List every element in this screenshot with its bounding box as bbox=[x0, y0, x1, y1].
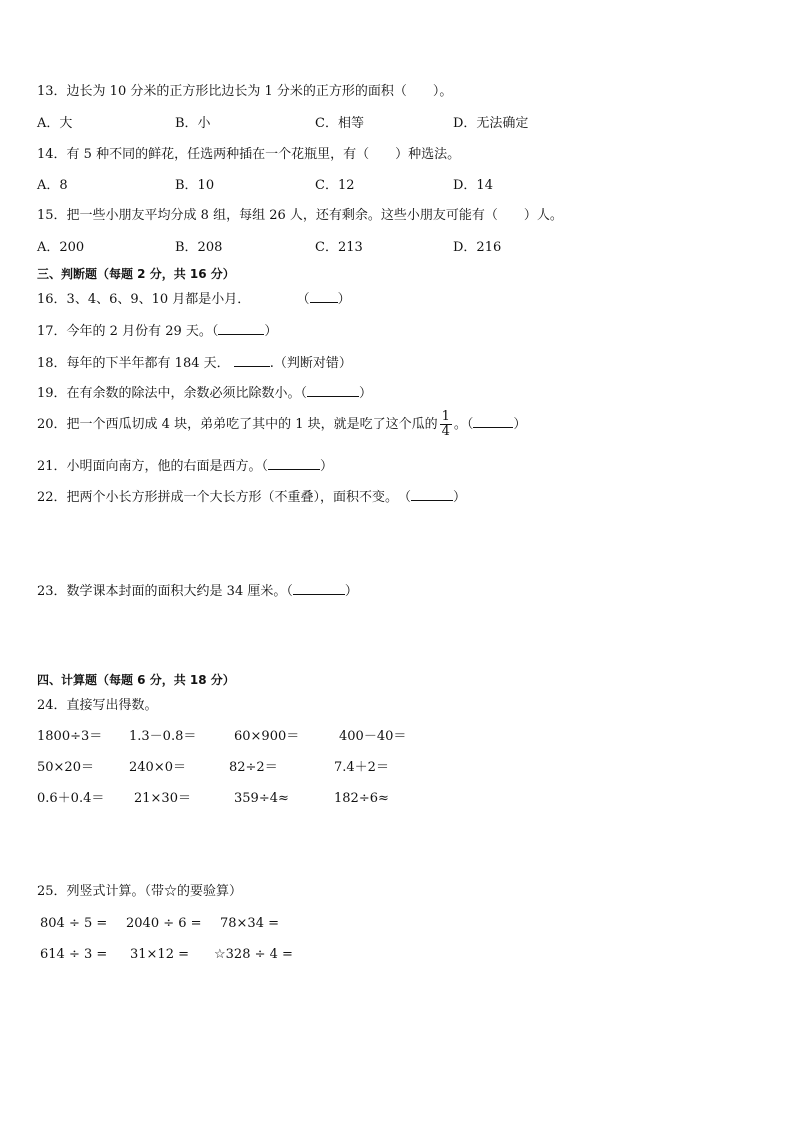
section-3-heading: 三、判断题（每题 2 分，共 16 分） bbox=[37, 267, 235, 281]
question-19-text: 19．在有余数的除法中，余数必须比除数小。（ bbox=[37, 386, 308, 401]
option-c[interactable]: C．213 bbox=[315, 240, 363, 255]
calc-item: 804 ÷ 5 = bbox=[40, 916, 108, 931]
answer-blank[interactable] bbox=[234, 354, 270, 367]
section-4-heading: 四、计算题（每题 6 分，共 18 分） bbox=[37, 673, 235, 687]
option-a[interactable]: A．8 bbox=[37, 178, 68, 193]
question-25-title: 25．列竖式计算。（带☆的要验算） bbox=[37, 884, 243, 899]
paren-open: （ bbox=[296, 292, 310, 307]
fraction-numerator: 1 bbox=[441, 409, 450, 424]
paren-close: ） bbox=[453, 490, 467, 505]
calc-item: 614 ÷ 3 = bbox=[40, 947, 108, 962]
question-20 bbox=[37, 410, 526, 439]
question-21 bbox=[37, 457, 333, 476]
calc-item: 182÷6≈ bbox=[334, 791, 389, 806]
question-20-text: 20．把一个西瓜切成 4 块，弟弟吃了其中的 1 块，就是吃了这个瓜的 bbox=[37, 417, 438, 432]
paren-close: ） bbox=[337, 292, 351, 307]
calc-item: 2040 ÷ 6 = bbox=[126, 916, 202, 931]
paren-close: ） bbox=[513, 417, 527, 432]
question-18-text: 18．每年的下半年都有 184 天． bbox=[37, 356, 230, 371]
answer-blank[interactable] bbox=[307, 384, 359, 397]
question-23 bbox=[37, 582, 358, 601]
calc-item: 78×34 = bbox=[220, 916, 280, 931]
option-b[interactable]: B．10 bbox=[175, 178, 215, 193]
option-d[interactable]: D．14 bbox=[453, 178, 493, 193]
calc-item: 60×900＝ bbox=[234, 729, 300, 744]
question-19 bbox=[37, 384, 372, 403]
calc-item: 31×12 = bbox=[130, 947, 190, 962]
calc-item: 1800÷3＝ bbox=[37, 729, 103, 744]
question-23-text: 23．数学课本封面的面积大约是 34 厘米。（ bbox=[37, 584, 293, 599]
calc-item: 359÷4≈ bbox=[234, 791, 289, 806]
question-24-title: 24．直接写出得数。 bbox=[37, 698, 158, 713]
calc-item: 0.6＋0.4＝ bbox=[37, 791, 105, 806]
paren-close: ） bbox=[320, 459, 334, 474]
option-c[interactable]: C．12 bbox=[315, 178, 355, 193]
calc-item: 400－40＝ bbox=[339, 729, 407, 744]
calc-item: 240×0＝ bbox=[129, 760, 186, 775]
question-15-options bbox=[37, 239, 757, 257]
question-20-after: 。（ bbox=[453, 417, 474, 432]
question-16 bbox=[37, 290, 351, 309]
fraction bbox=[440, 410, 452, 439]
question-13-stem: 13．边长为 10 分米的正方形比边长为 1 分米的正方形的面积（ ）。 bbox=[37, 84, 453, 99]
answer-blank[interactable] bbox=[293, 582, 345, 595]
question-14-stem: 14．有 5 种不同的鲜花，任选两种插在一个花瓶里，有（ ）种选法。 bbox=[37, 147, 461, 162]
paren-close: ） bbox=[359, 386, 373, 401]
question-18 bbox=[37, 354, 352, 373]
option-d[interactable]: D．216 bbox=[453, 240, 502, 255]
answer-blank[interactable] bbox=[268, 457, 320, 470]
question-14-options bbox=[37, 177, 757, 195]
fraction-denominator: 4 bbox=[441, 424, 450, 439]
calc-item: ☆328 ÷ 4 = bbox=[214, 947, 293, 962]
question-13-options bbox=[37, 115, 757, 133]
calc-item: 7.4＋2＝ bbox=[334, 760, 389, 775]
option-a[interactable]: A．200 bbox=[37, 240, 85, 255]
option-b[interactable]: B．208 bbox=[175, 240, 223, 255]
calc-item: 82÷2＝ bbox=[229, 760, 278, 775]
question-16-text: 16．3、4、6、9、10 月都是小月． bbox=[37, 292, 251, 307]
question-18-tail: .（判断对错） bbox=[269, 356, 352, 371]
question-17 bbox=[37, 322, 277, 341]
option-d[interactable]: D．无法确定 bbox=[453, 116, 529, 131]
calc-item: 21×30＝ bbox=[134, 791, 191, 806]
option-c[interactable]: C．相等 bbox=[315, 116, 364, 131]
question-21-text: 21．小明面向南方，他的右面是西方。（ bbox=[37, 459, 269, 474]
question-22-text: 22．把两个小长方形拼成一个大长方形（不重叠），面积不变。 （ bbox=[37, 490, 412, 505]
answer-blank[interactable] bbox=[473, 415, 513, 428]
answer-blank[interactable] bbox=[411, 488, 453, 501]
option-b[interactable]: B．小 bbox=[175, 116, 211, 131]
option-a[interactable]: A．大 bbox=[37, 116, 73, 131]
question-15-stem: 15．把一些小朋友平均分成 8 组，每组 26 人，还有剩余。这些小朋友可能有（ ）人。 bbox=[37, 208, 563, 223]
calc-item: 50×20＝ bbox=[37, 760, 94, 775]
question-22 bbox=[37, 488, 466, 507]
paren-close: ） bbox=[264, 324, 278, 339]
calc-item: 1.3－0.8＝ bbox=[129, 729, 197, 744]
question-17-text: 17．今年的 2 月份有 29 天。（ bbox=[37, 324, 219, 339]
answer-blank[interactable] bbox=[218, 322, 264, 335]
answer-blank[interactable] bbox=[310, 290, 338, 303]
paren-close: ） bbox=[344, 584, 358, 599]
